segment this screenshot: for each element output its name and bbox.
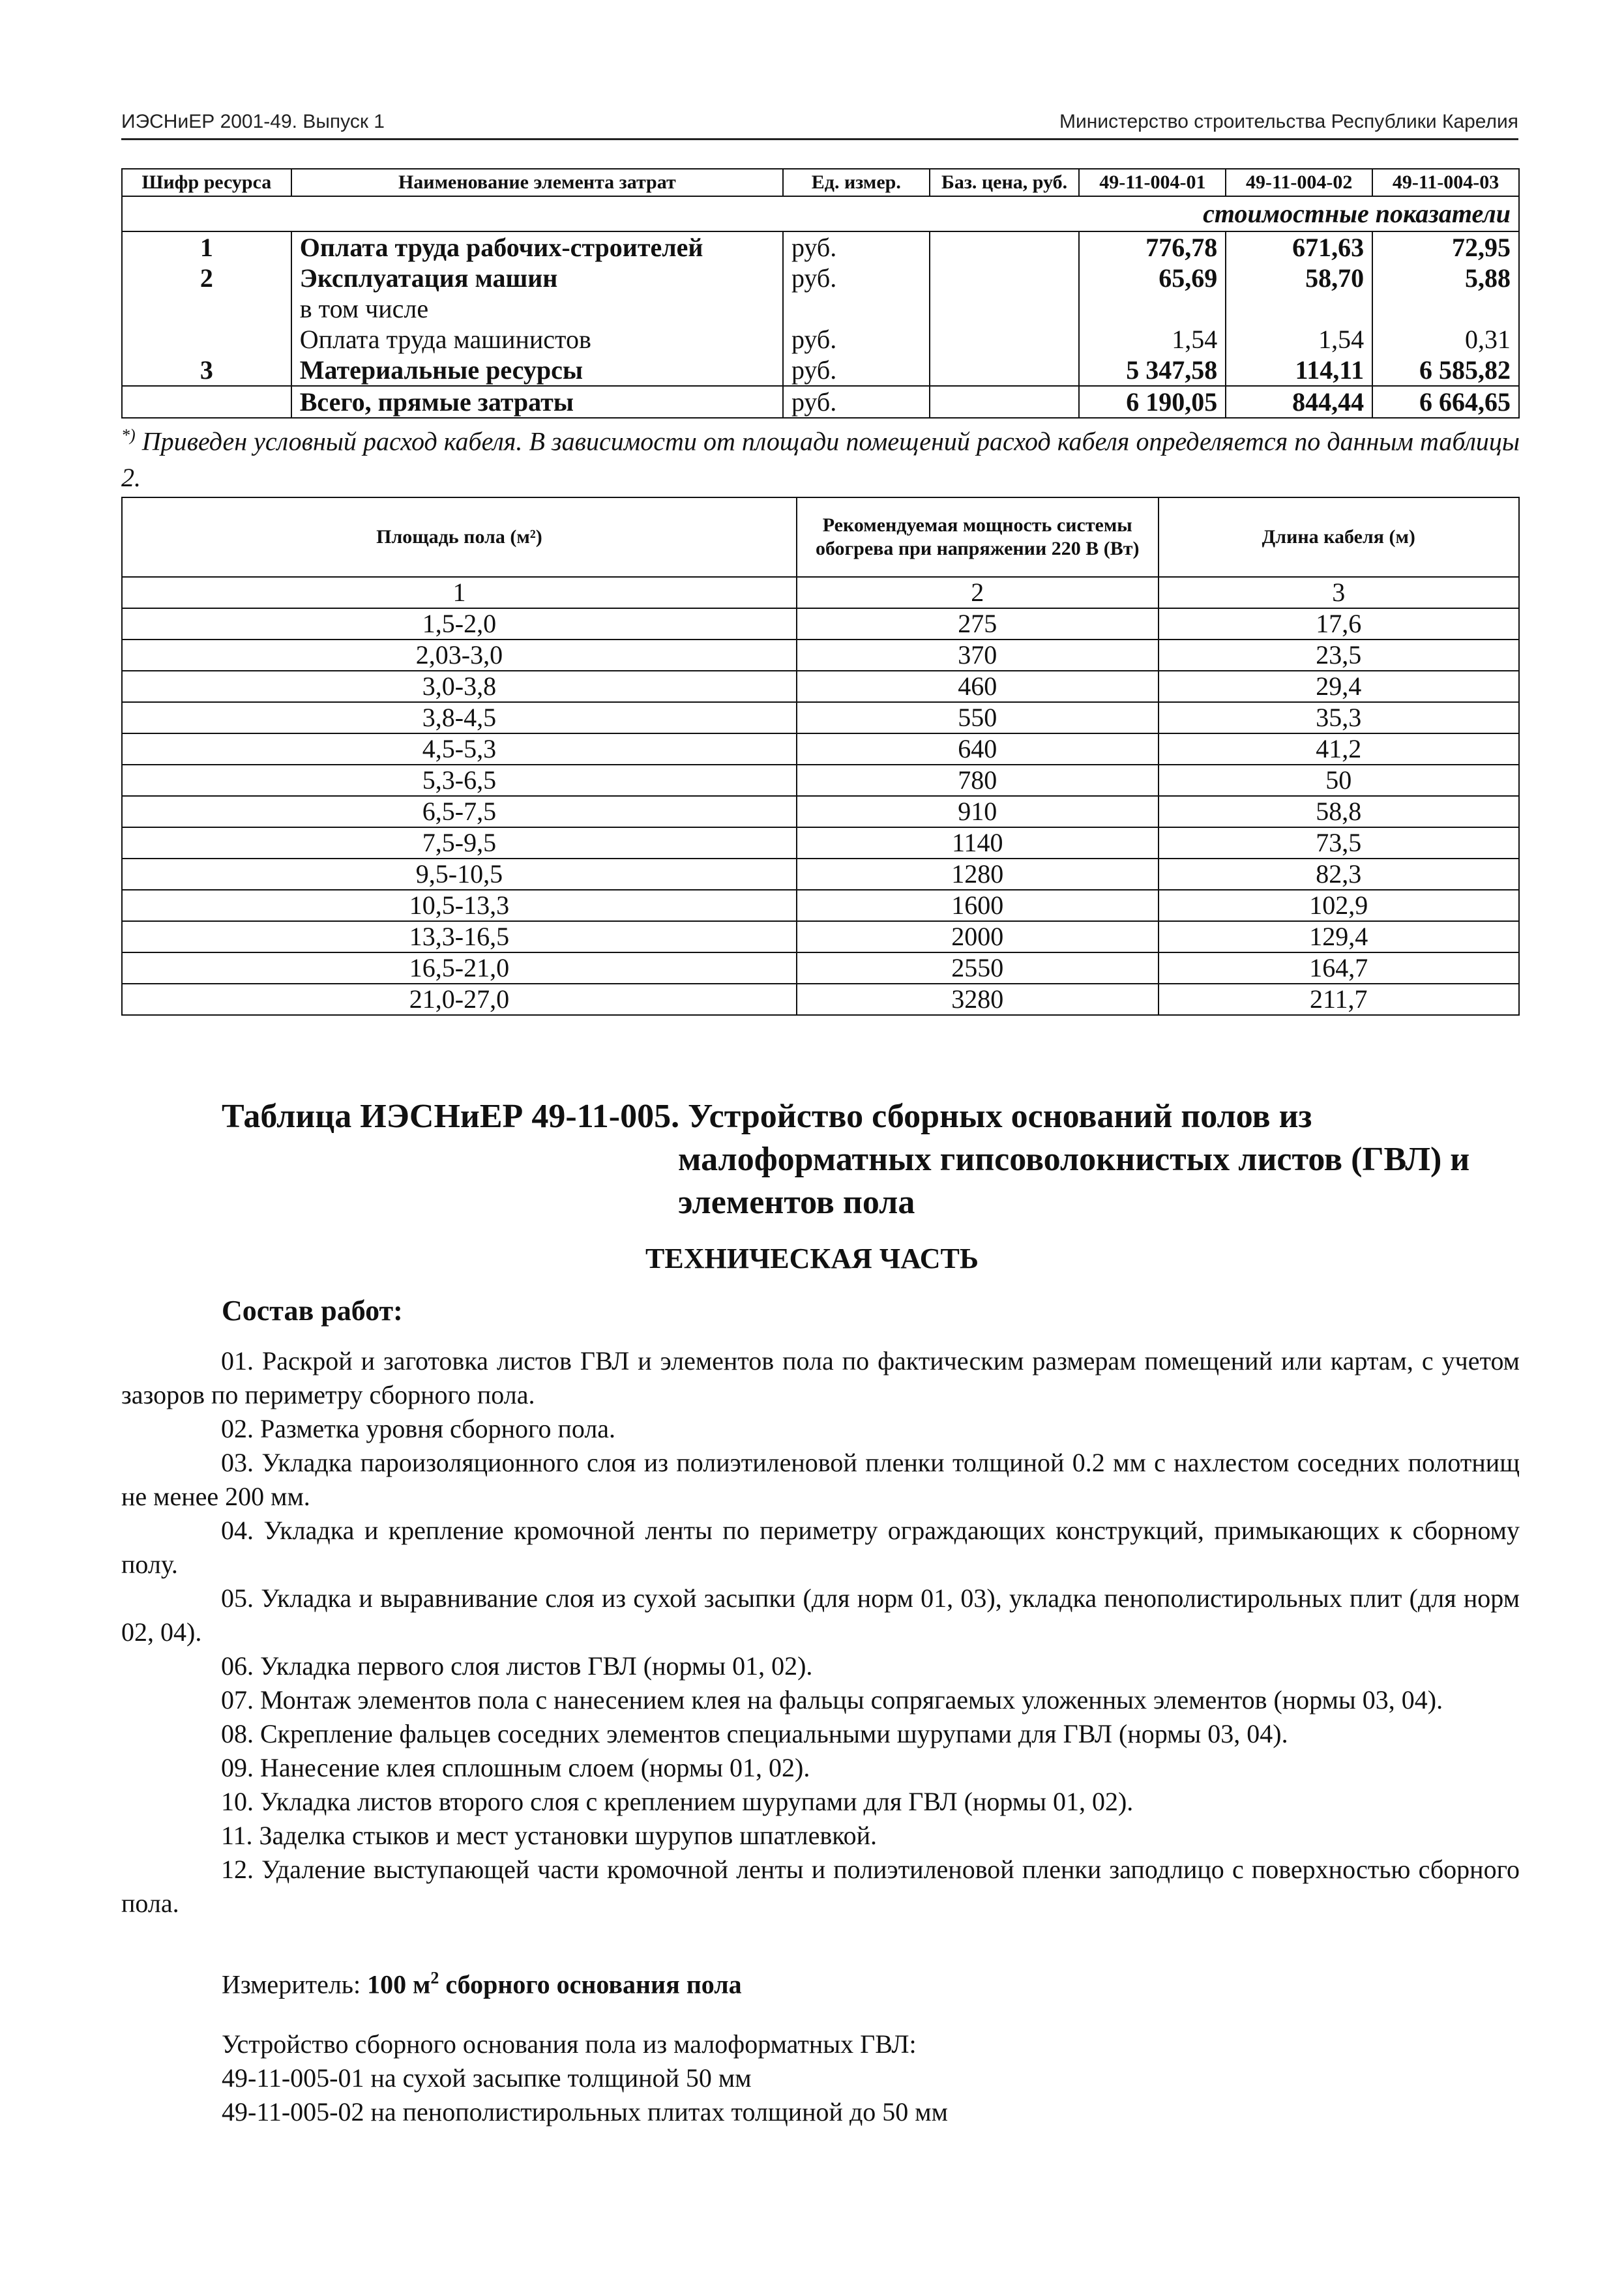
col-header-code: Шифр ресурса [122,169,291,196]
cost-price [930,324,1080,355]
col-header-price: Баз. цена, руб. [930,169,1080,196]
composition-heading: Состав работ: [222,1295,403,1327]
works-list [121,1344,1520,1920]
heating-power: 1140 [797,827,1159,859]
cost-row [122,293,1519,324]
work-item: 11. Заделка стыков и мест установки шурупов шпатлевкой. [221,1821,878,1850]
col-header-name: Наименование элемента затрат [291,169,783,196]
cost-price [930,355,1080,386]
heating-area: 5,3-6,5 [122,765,797,796]
cost-code: 3 [122,355,291,386]
cost-value-03 [1372,293,1519,324]
cost-value-03: 6 585,82 [1372,355,1519,386]
heating-row [122,608,1519,640]
heating-area: 3,0-3,8 [122,671,797,702]
col-header-unit: Ед. измер. [783,169,930,196]
cost-row [122,324,1519,355]
cost-name: Эксплуатация машин [291,263,783,293]
heating-area: 1,5-2,0 [122,608,797,640]
cost-subheader-row [122,196,1519,231]
cost-table [121,168,1520,419]
heating-row [122,984,1519,1015]
heating-area: 3,8-4,5 [122,702,797,733]
cost-value-02 [1226,293,1372,324]
cost-value-02: 671,63 [1226,231,1372,263]
heating-length: 129,4 [1159,921,1519,952]
heating-header-length: Длина кабеля (м) [1159,497,1519,577]
heating-length: 29,4 [1159,671,1519,702]
heating-row [122,796,1519,827]
heating-power: 2000 [797,921,1159,952]
cost-code: 1 [122,231,291,263]
heating-length: 73,5 [1159,827,1519,859]
work-item: 01. Раскрой и заготовка листов ГВЛ и элементов пола по фактическим размерам помещений или картам, с учетом зазоров по периметру сборного пола. [121,1346,1520,1409]
heating-power: 370 [797,640,1159,671]
meter-label: Измеритель: [222,1969,361,1999]
footnote [121,417,1520,496]
heating-col-number: 2 [797,577,1159,608]
cost-value-03: 0,31 [1372,324,1519,355]
heating-area: 16,5-21,0 [122,952,797,984]
heating-length: 41,2 [1159,733,1519,765]
cost-price [930,263,1080,293]
heating-col-number: 1 [122,577,797,608]
heating-row [122,640,1519,671]
cost-unit: руб. [783,324,930,355]
cost-price [930,231,1080,263]
norm-item: 49-11-005-01 на сухой засыпке толщиной 50 мм [222,2063,752,2093]
work-item: 04. Укладка и крепление кромочной ленты по периметру ограждающих конструкций, примыкающих к сборному полу. [121,1516,1520,1579]
heating-length: 102,9 [1159,890,1519,921]
tech-heading: ТЕХНИЧЕСКАЯ ЧАСТЬ [645,1243,979,1274]
work-item: 09. Нанесение клея сплошным слоем (нормы 01, 02). [221,1753,810,1782]
heating-length: 23,5 [1159,640,1519,671]
norms-list [222,2027,948,2129]
work-item: 08. Скрепление фальцев соседних элементов специальными шурупами для ГВЛ (нормы 03, 04). [221,1719,1288,1748]
work-item: 03. Укладка пароизоляционного слоя из полиэтиленовой пленки толщиной 0.2 мм с нахлестом соседних полотнищ не менее 200 мм. [121,1448,1520,1511]
heating-area: 13,3-16,5 [122,921,797,952]
heating-length: 58,8 [1159,796,1519,827]
cost-name: в том числе [291,293,783,324]
work-item: 10. Укладка листов второго слоя с креплением шурупами для ГВЛ (нормы 01, 02). [221,1787,1134,1816]
cost-total-code [122,386,291,418]
cost-value-02: 114,11 [1226,355,1372,386]
heating-row [122,921,1519,952]
section-title-line-3: элементов пола [678,1184,915,1221]
header-right: Министерство строительства Республики Карелия [1059,111,1518,132]
cost-name: Оплата труда рабочих-строителей [291,231,783,263]
meter-line [222,1969,742,1999]
heating-power: 640 [797,733,1159,765]
meter-value-pre: 100 м [367,1969,431,1999]
norms-intro: Устройство сборного основания пола из малоформатных ГВЛ: [222,2029,917,2059]
heating-area: 9,5-10,5 [122,859,797,890]
heating-col-number: 3 [1159,577,1519,608]
cost-total-unit: руб. [783,386,930,418]
section-title [222,1095,1469,1224]
cost-value-01: 5 347,58 [1079,355,1226,386]
cost-code [122,324,291,355]
cost-unit [783,293,930,324]
work-item: 07. Монтаж элементов пола с нанесением клея на фальцы сопрягаемых уложенных элементов (нормы 03, 04). [221,1685,1443,1714]
cost-row [122,231,1519,263]
section-title-line-2: малоформатных гипсоволокнистых листов (ГВЛ) и [678,1141,1470,1178]
heating-area: 7,5-9,5 [122,827,797,859]
cost-value-03: 5,88 [1372,263,1519,293]
heating-row [122,827,1519,859]
work-item: 02. Разметка уровня сборного пола. [221,1414,616,1443]
heating-area: 2,03-3,0 [122,640,797,671]
cost-row [122,263,1519,293]
heating-row [122,702,1519,733]
heating-area: 21,0-27,0 [122,984,797,1015]
footnote-mark: *) [121,426,136,445]
heating-number-row [122,577,1519,608]
cost-value-02: 1,54 [1226,324,1372,355]
col-header-norm-03: 49-11-004-03 [1372,169,1519,196]
section-title-line-1: Таблица ИЭСНиЕР 49-11-005. Устройство сборных оснований полов из [222,1098,1312,1135]
heating-header-row [122,497,1519,577]
header-rule [121,138,1518,140]
col-header-norm-01: 49-11-004-01 [1079,169,1226,196]
cost-unit: руб. [783,355,930,386]
cost-total-name: Всего, прямые затраты [291,386,783,418]
heating-length: 50 [1159,765,1519,796]
heating-length: 164,7 [1159,952,1519,984]
cost-value-02: 58,70 [1226,263,1372,293]
heating-power: 550 [797,702,1159,733]
heating-table [121,497,1520,1016]
heating-row [122,671,1519,702]
heating-row [122,952,1519,984]
heating-row [122,765,1519,796]
cost-unit: руб. [783,231,930,263]
cost-subheader: стоимостные показатели [122,196,1519,231]
norm-item: 49-11-005-02 на пенополистирольных плитах толщиной до 50 мм [222,2097,948,2126]
meter-sup: 2 [430,1969,439,1988]
meter-value-post: сборного основания пола [445,1969,742,1999]
heating-power: 2550 [797,952,1159,984]
heating-row [122,859,1519,890]
heating-header-power: Рекомендуемая мощность системы обогрева при напряжении 220 В (Вт) [797,497,1159,577]
col-header-norm-02: 49-11-004-02 [1226,169,1372,196]
heating-header-area: Площадь пола (м²) [122,497,797,577]
cost-table-header-row [122,169,1519,196]
cost-code [122,293,291,324]
cost-price [930,293,1080,324]
footnote-text: Приведен условный расход кабеля. В зависимости от площади помещений расход кабеля определяется по данным таблицы 2. [121,426,1520,493]
heating-power: 1600 [797,890,1159,921]
cost-code: 2 [122,263,291,293]
work-item: 06. Укладка первого слоя листов ГВЛ (нормы 01, 02). [221,1651,813,1681]
cost-name: Оплата труда машинистов [291,324,783,355]
cost-value-01: 1,54 [1079,324,1226,355]
work-item: 12. Удаление выступающей части кромочной ленты и полиэтиленовой пленки заподлицо с поверхностью сборного пола. [121,1855,1520,1918]
cost-total-01: 6 190,05 [1079,386,1226,418]
heating-length: 82,3 [1159,859,1519,890]
heating-power: 275 [797,608,1159,640]
heating-power: 3280 [797,984,1159,1015]
work-item: 05. Укладка и выравнивание слоя из сухой засыпки (для норм 01, 03), укладка пенополистирольных плит (для норм 02, 04). [121,1583,1520,1647]
heating-length: 35,3 [1159,702,1519,733]
cost-total-row [122,386,1519,418]
heating-area: 6,5-7,5 [122,796,797,827]
cost-value-01: 776,78 [1079,231,1226,263]
cost-unit: руб. [783,263,930,293]
cost-row [122,355,1519,386]
heating-length: 17,6 [1159,608,1519,640]
cost-total-02: 844,44 [1226,386,1372,418]
cost-value-01 [1079,293,1226,324]
cost-value-01: 65,69 [1079,263,1226,293]
cost-total-03: 6 664,65 [1372,386,1519,418]
cost-value-03: 72,95 [1372,231,1519,263]
heating-area: 10,5-13,3 [122,890,797,921]
header-left: ИЭСНиЕР 2001-49. Выпуск 1 [121,111,385,132]
heating-length: 211,7 [1159,984,1519,1015]
heating-power: 460 [797,671,1159,702]
cost-name: Материальные ресурсы [291,355,783,386]
heating-area: 4,5-5,3 [122,733,797,765]
cost-total-price [930,386,1080,418]
heating-power: 1280 [797,859,1159,890]
heating-row [122,733,1519,765]
heating-power: 780 [797,765,1159,796]
heating-power: 910 [797,796,1159,827]
heating-row [122,890,1519,921]
